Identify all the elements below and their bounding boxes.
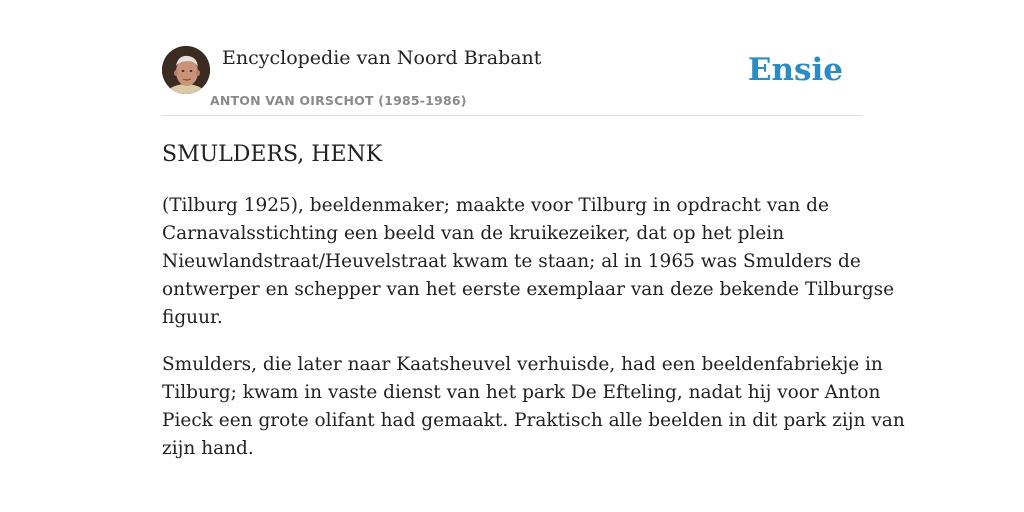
text-line: Nieuwlandstraat/Heuvelstraat kwam te staan; al in 1965 was Smulders de: [162, 251, 861, 272]
text-line: ontwerper en schepper van het eerste exemplaar van deze bekende Tilburgse: [162, 279, 895, 300]
header-divider: [162, 115, 862, 116]
text-line: zijn hand.: [162, 438, 254, 459]
text-line: figuur.: [162, 307, 223, 328]
text-line: Smulders, die later naar Kaatsheuvel verhuisde, had een beeldenfabriekje in: [162, 354, 883, 375]
paragraph: [162, 192, 895, 332]
text-line: Carnavalsstichting een beeld van de kruikezeiker, dat op het plein: [162, 223, 785, 244]
author-avatar[interactable]: [162, 46, 210, 94]
text-line: Pieck een grote olifant had gemaakt. Praktisch alle beelden in dit park zijn van: [162, 410, 905, 431]
paragraph: [162, 351, 905, 463]
entry-body: [162, 192, 905, 482]
author-name[interactable]: ANTON VAN OIRSCHOT (1985-1986): [210, 93, 467, 108]
brand-logo[interactable]: Ensie: [747, 52, 843, 88]
author-portrait-icon: [162, 46, 210, 94]
header: [162, 46, 862, 116]
text-line: Tilburg; kwam in vaste dienst van het park De Efteling, nadat hij voor Anton: [162, 382, 881, 403]
entry-title: SMULDERS, HENK: [162, 142, 383, 167]
text-line: (Tilburg 1925), beeldenmaker; maakte voor Tilburg in opdracht van de: [162, 195, 829, 216]
source-title[interactable]: Encyclopedie van Noord Brabant: [222, 47, 542, 69]
